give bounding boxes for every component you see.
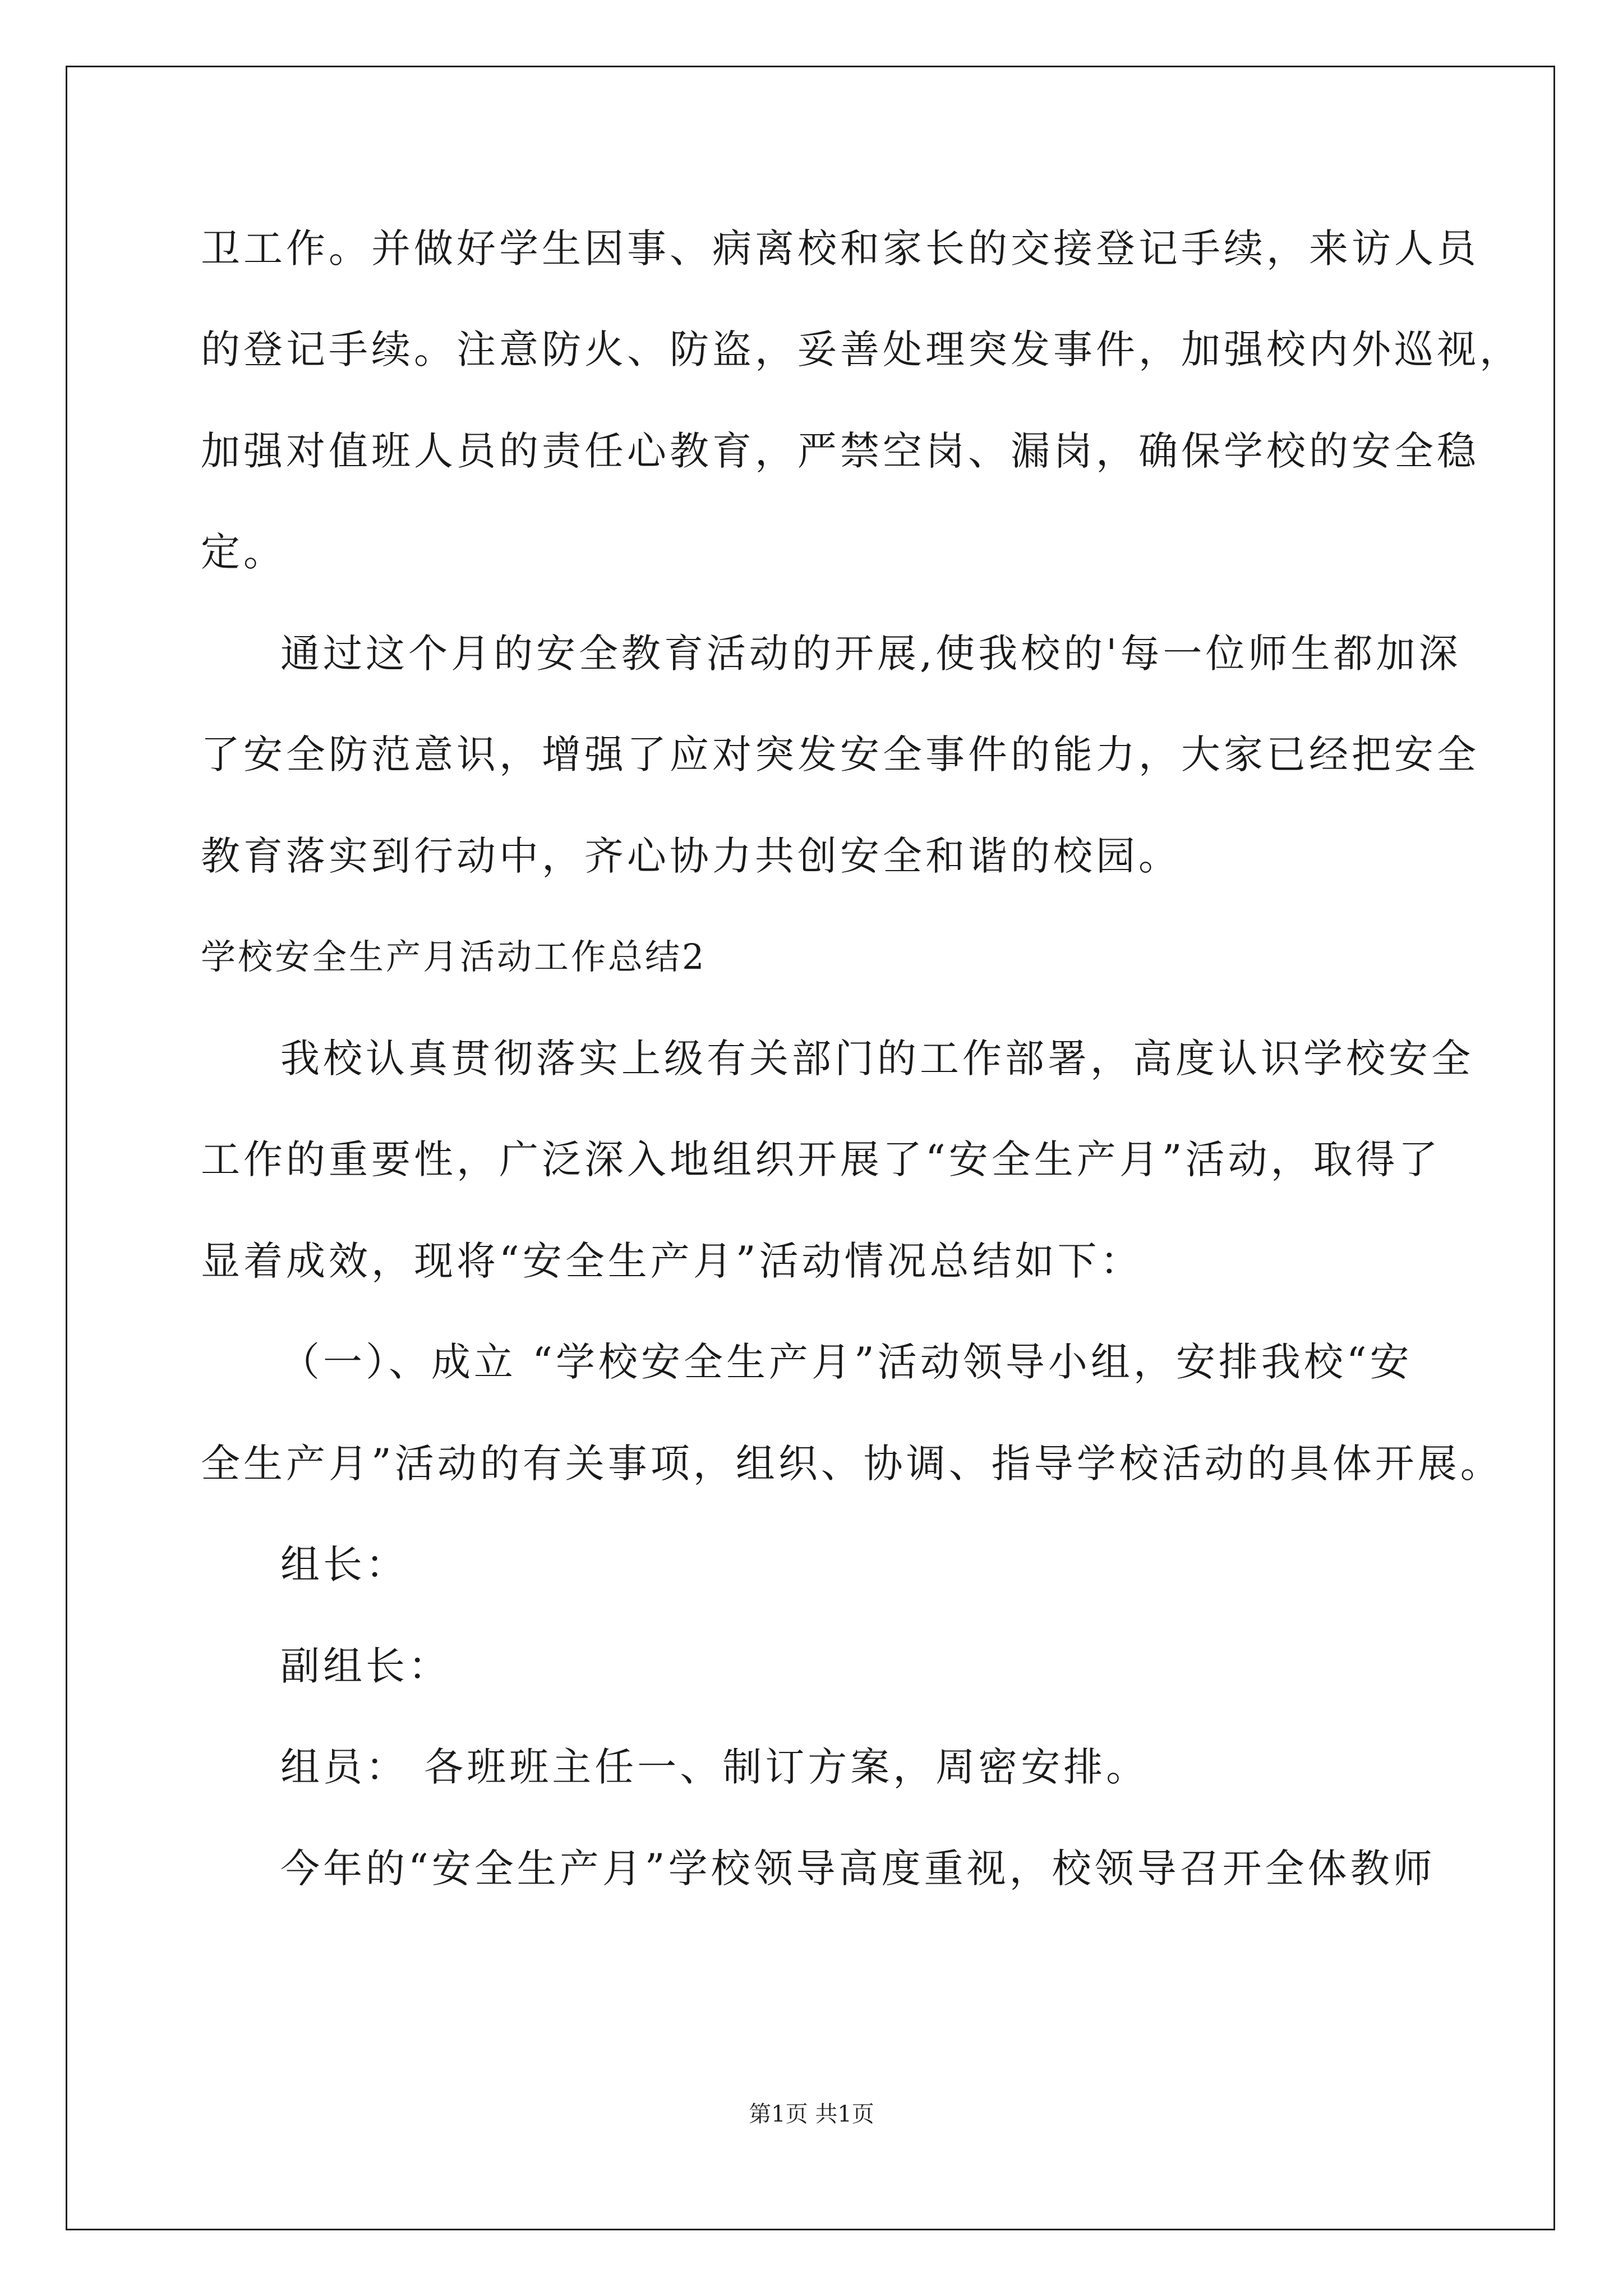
text-line: 了安全防范意识，增强了应对突发安全事件的能力，大家已经把安全 (201, 731, 1479, 777)
paragraph-start: 我校认真贯彻落实上级有关部门的工作部署，高度认识学校安全 (280, 1036, 1474, 1082)
text-line: 的登记手续。注意防火、防盗，妥善处理突发事件，加强校内外巡视， (201, 326, 1522, 372)
text-line: 工作的重要性，广泛深入地组织开展了“安全生产月”活动，取得了 (201, 1137, 1441, 1182)
page-footer: 第1页 共1页 (749, 2101, 874, 2127)
members-line: 组员： 各班班主任一、制订方案，周密安排。 (280, 1744, 1149, 1790)
paragraph-start: 通过这个月的安全教育活动的开展,使我校的'每一位师生都加深 (280, 631, 1461, 677)
text-line: 卫工作。并做好学生因事、病离校和家长的交接登记手续，来访人员 (201, 226, 1479, 272)
group-leader-label: 组长： (280, 1542, 408, 1588)
deputy-leader-label: 副组长： (280, 1643, 451, 1689)
text-line: 加强对值班人员的责任心教育，严禁空岗、漏岗，确保学校的安全稳 (201, 428, 1479, 474)
section-heading: 学校安全生产月活动工作总结2 (201, 936, 707, 977)
text-line: 全生产月”活动的有关事项，组织、协调、指导学校活动的具体开展。 (201, 1441, 1503, 1487)
text-line: 定。 (201, 529, 286, 575)
text-line: 教育落实到行动中，齐心协力共创安全和谐的校园。 (201, 833, 1181, 879)
paragraph-start: （一）、成立 “学校安全生产月”活动领导小组，安排我校“安 (280, 1339, 1413, 1385)
text-line: 显着成效，现将“安全生产月”活动情况总结如下： (201, 1238, 1143, 1284)
paragraph-start: 今年的“安全生产月”学校领导高度重视，校领导召开全体教师 (280, 1846, 1436, 1892)
